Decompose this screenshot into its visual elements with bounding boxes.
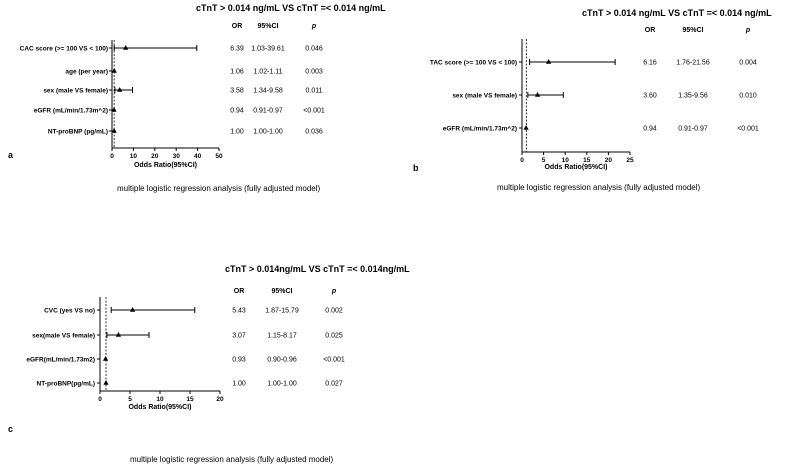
ci-value-c: 1.00-1.00 xyxy=(267,380,297,388)
row-label-c: sex(male VS female) xyxy=(32,332,95,340)
ci-value-a: 1.34-9.58 xyxy=(253,87,283,95)
p-value-a: 0.046 xyxy=(305,45,323,53)
forest-plot-a xyxy=(0,0,395,190)
p-value-b: 0.004 xyxy=(739,59,757,67)
ci-value-b: 1.35-9.56 xyxy=(678,92,708,100)
p-value-a: 0.036 xyxy=(305,128,323,136)
x-tick-label-c: 0 xyxy=(98,396,102,403)
row-label-a: CAC score (>= 100 VS < 100) xyxy=(19,45,108,53)
row-label-a: NT-proBNP (pg/mL) xyxy=(47,128,108,136)
x-axis-label-a: Odds Ratio(95%CI) xyxy=(133,162,198,169)
panel-c-subtitle: multiple logistic regression analysis (fully adjusted model) xyxy=(130,455,334,464)
or-marker-c xyxy=(103,380,108,385)
ci-value-c: 1.15-8.17 xyxy=(267,332,297,340)
x-tick-label-a: 30 xyxy=(172,153,180,160)
or-value-c: 3.07 xyxy=(232,332,246,340)
x-tick-label-b: 25 xyxy=(626,157,634,164)
x-tick-label-a: 40 xyxy=(193,153,202,160)
or-marker-a xyxy=(117,87,122,92)
header-ci-a: 95%CI xyxy=(257,23,279,30)
header-p-c: p xyxy=(331,288,337,295)
p-value-a: 0.011 xyxy=(305,87,323,95)
row-label-a: sex (male VS female) xyxy=(43,87,108,95)
header-p-a: p xyxy=(311,23,317,30)
x-tick-label-b: 10 xyxy=(561,157,569,164)
ci-value-c: 0.90-0.96 xyxy=(267,356,297,364)
p-value-c: 0.002 xyxy=(325,307,343,315)
x-axis-label-c: Odds Ratio(95%CI) xyxy=(128,404,192,411)
p-value-c: 0.027 xyxy=(325,380,343,388)
ci-value-b: 0.91-0.97 xyxy=(678,125,708,133)
or-value-a: 3.58 xyxy=(230,87,244,95)
x-tick-label-a: 0 xyxy=(110,153,114,160)
panel-b-title: cTnT > 0.014 ng/mL VS cTnT =< 0.014 ng/mL xyxy=(582,8,772,18)
ci-value-b: 1.76-21.56 xyxy=(676,59,710,67)
forest-plot-c xyxy=(0,255,395,455)
row-label-a: eGFR (mL/min/1.73m^2) xyxy=(33,107,108,115)
row-label-a: age (per year) xyxy=(65,68,108,76)
header-or-b: OR xyxy=(644,27,656,34)
panel-c-label: c xyxy=(8,424,14,434)
p-value-b: 0.010 xyxy=(739,92,757,100)
p-value-c: <0.001 xyxy=(323,356,345,364)
p-value-b: <0.001 xyxy=(737,125,759,133)
row-label-c: NT-proBNP(pg/mL) xyxy=(36,380,95,388)
panel-a-subtitle: multiple logistic regression analysis (fully adjusted model) xyxy=(117,184,321,193)
or-marker-c xyxy=(103,356,108,361)
header-ci-b: 95%CI xyxy=(682,27,704,34)
or-value-c: 5.43 xyxy=(232,307,246,315)
or-marker-a xyxy=(123,45,128,50)
x-tick-label-b: 5 xyxy=(541,157,546,164)
panel-c-title: cTnT > 0.014ng/mL VS cTnT =< 0.014ng/mL xyxy=(225,264,410,274)
or-value-a: 1.00 xyxy=(230,128,244,136)
x-tick-label-a: 20 xyxy=(151,153,159,160)
or-value-a: 0.94 xyxy=(230,107,244,115)
or-value-b: 6.16 xyxy=(643,59,657,67)
row-label-c: eGFR(mL/min/1.73m2) xyxy=(26,356,95,364)
x-tick-label-c: 15 xyxy=(186,396,194,403)
x-tick-label-a: 50 xyxy=(215,153,223,160)
ci-value-a: 1.02-1.11 xyxy=(253,68,283,76)
or-value-b: 3.60 xyxy=(643,92,657,100)
or-value-a: 1.06 xyxy=(230,68,244,76)
p-value-c: 0.025 xyxy=(325,332,343,340)
or-marker-b xyxy=(546,59,551,64)
row-label-b: TAC score (>= 100 VS < 100) xyxy=(429,59,517,67)
x-tick-label-c: 10 xyxy=(156,396,164,403)
x-tick-label-b: 20 xyxy=(604,157,613,164)
header-or-a: OR xyxy=(231,23,243,30)
ci-value-a: 0.91-0.97 xyxy=(253,107,283,115)
p-value-a: 0.003 xyxy=(305,68,323,76)
forest-plot-b xyxy=(395,0,790,195)
panel-b-subtitle: multiple logistic regression analysis (fully adjusted model) xyxy=(497,183,701,192)
panel-a-title: cTnT > 0.014 ng/mL VS cTnT =< 0.014 ng/mL xyxy=(196,3,386,13)
x-tick-label-b: 15 xyxy=(583,157,591,164)
or-value-c: 1.00 xyxy=(232,380,246,388)
or-marker-c xyxy=(130,307,135,312)
header-or-c: OR xyxy=(233,288,245,295)
row-label-c: CVC (yes VS no) xyxy=(44,307,95,315)
or-marker-b xyxy=(523,125,528,130)
x-tick-label-a: 10 xyxy=(129,153,138,160)
p-value-a: <0.001 xyxy=(303,107,325,115)
header-ci-c: 95%CI xyxy=(271,288,293,295)
x-tick-label-c: 5 xyxy=(128,396,132,403)
row-label-b: eGFR (mL/min/1.73m^2) xyxy=(442,125,517,133)
panel-b-label: b xyxy=(413,163,419,173)
panel-a-label: a xyxy=(8,150,14,160)
ci-value-a: 1.00-1.00 xyxy=(253,128,283,136)
or-value-c: 0.93 xyxy=(232,356,246,364)
x-axis-label-b: Odds Ratio(95%CI) xyxy=(544,164,608,171)
header-p-b: p xyxy=(745,27,751,34)
x-tick-label-b: 0 xyxy=(520,157,524,164)
or-marker-b xyxy=(535,92,540,97)
ci-value-a: 1.03-39.61 xyxy=(251,45,285,53)
row-label-b: sex (male VS female) xyxy=(452,92,517,100)
ci-value-c: 1.87-15.79 xyxy=(265,307,299,315)
or-value-a: 6.39 xyxy=(230,45,244,53)
x-tick-label-c: 20 xyxy=(216,396,224,403)
or-marker-c xyxy=(116,332,121,337)
or-value-b: 0.94 xyxy=(643,125,657,133)
